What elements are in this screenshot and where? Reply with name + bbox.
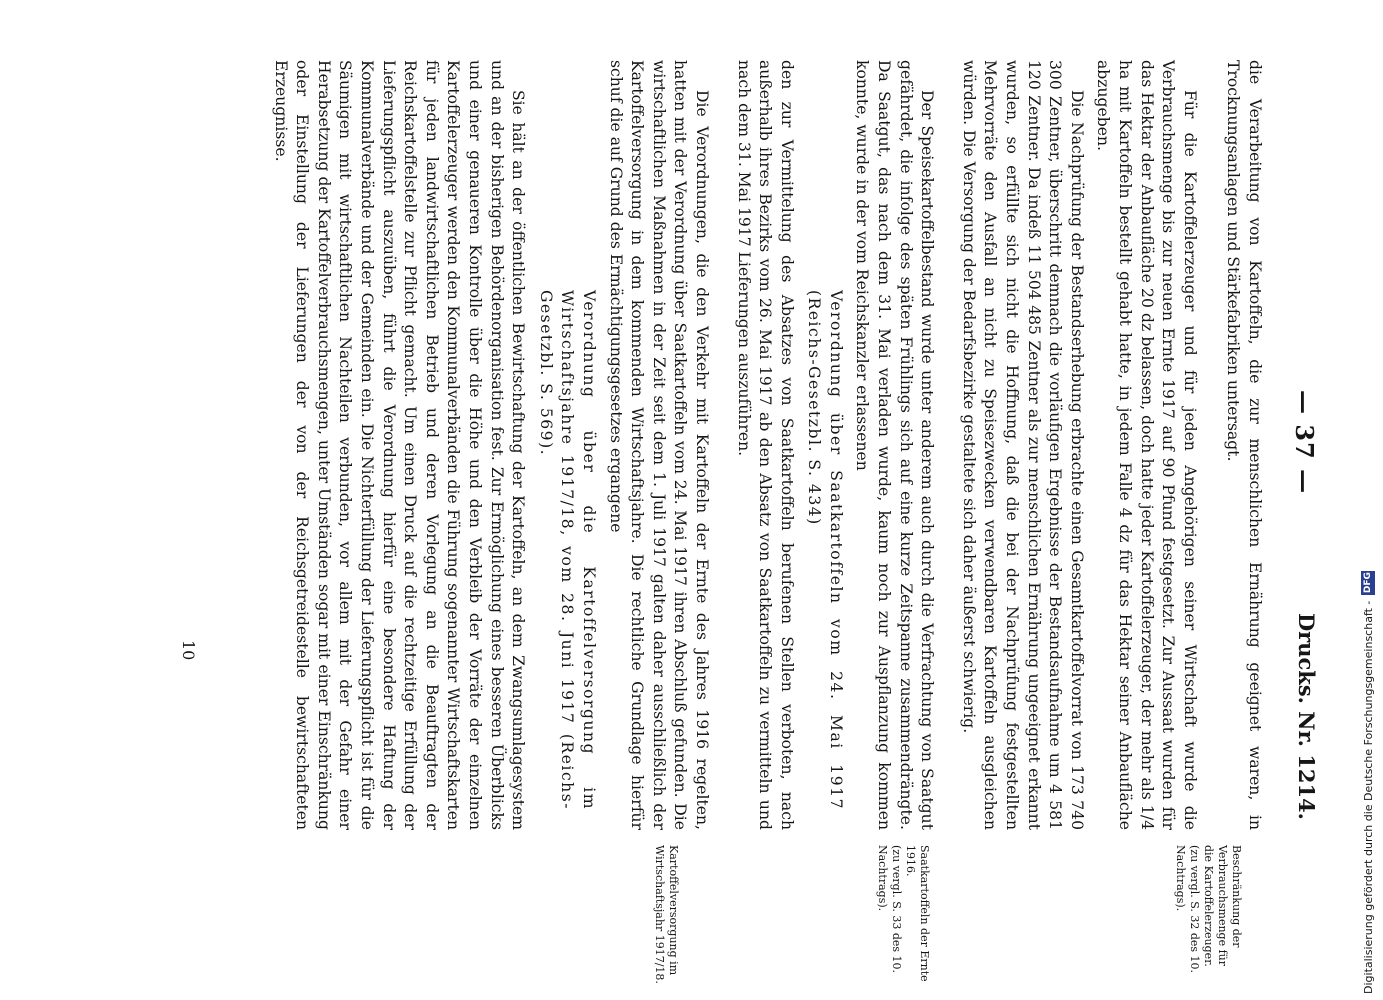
document-reference: Drucks. Nr. 1214. xyxy=(1294,612,1319,820)
paragraph: die Verarbeitung von Kartoffeln, die zur menschlichen Ernährung geeignet waren, in Trocknungsanlagen und Stärkefabriken untersagt. xyxy=(1224,60,1264,830)
margin-note-title: Saatkartoffeln der Ernte 1916. xyxy=(904,845,931,982)
margin-note xyxy=(875,845,931,985)
margin-note xyxy=(652,845,680,985)
digitization-credit xyxy=(1358,0,1378,1000)
page-number: — 37 — xyxy=(1290,390,1319,495)
paragraph: Für die Kartoffelerzeuger und für jeden Angehörigen seiner Wirtschaft wurde die Verbrauchsmenge bis zur neuen Ernte 1917 auf 90 Pfund festgesetzt. Zur Aussaat wurden für das Hektar der Anbaufläche 20 dz belassen, doch hatte jeder Kartoffelerzeuger, der mehr als 1/4 ha mit Kartoffeln bestellt gehabt hatte, in jedem Falle 4 dz für das Hektar seiner Anbaufläche abzugeben. xyxy=(1094,60,1199,830)
paragraph: Sie hält an der öffentlichen Bewirtschaftung der Kartoffeln, an dem Zwangsumlagesystem und an der bisherigen Behördenorganisation fest. Zur Ermöglichung eines besseren Überblicks und einer genaueren Kontrolle über die Höhe und den Verbleib der Vorräte der einzelnen Kartoffelerzeuger werden den Kommunalverbänden die Führung sogenannter Wirtschaftskarten für jeden landwirtschaftlichen Betrieb und deren Vorlegung an die Beauftragten der Reichskartoffelstelle zur Pflicht gemacht. Um einen Druck auf die rechtzeitige Erfüllung der Lieferungspflicht auszuüben, führt die Verordnung hierfür eine besondere Haftung der Kommunalverbände und der Gemeinden ein. Die Nichterfüllung der Lieferungspflicht ist für die Säumigen mit wirtschaftlichen Nachteilen verbunden, vor allem mit der Gefahr einer Herabsetzung der Kartoffelverbrauchsmengen, unter Umständen sogar mit einer Einschränkung oder Einstellung der Lieferungen der von der Reichsgetreidestelle bewirtschafteten Erzeugnisse. xyxy=(271,60,528,830)
ordinance-heading: Verordnung über Saatkartoffeln vom 24. Mai 1917 (Reichs-Gesetzbl. S. 434) xyxy=(805,290,845,810)
margin-note-title: Kartoffelversorgung im Wirtschaftsjahr 1917/18. xyxy=(653,845,680,984)
paragraph: Die Verordnungen, die den Verkehr mit Kartoffeln der Ernte des Jahres 1916 regelten, hatten mit der Verordnung über Saatkartoffeln vom 24. Mai 1917 ihren Abschluß gefunden. Die wirtschaftlichen Maßnahmen in der Zeit seit dem 1. Juli 1917 galten daher ausschließlich der Kartoffelversorgung in dem kommenden Wirtschaftsjahre. Die rechtliche Grundlage hierfür schuf die auf Grund des Ermächtigungsgesetzes ergangene xyxy=(606,60,711,830)
margin-note-reference: (zu vergl. S. 33 des 10. Nachtrags). xyxy=(876,845,903,974)
ordinance-heading: Verordnung über die Kartoffelversorgung im Wirtschaftsjahre 1917/18, vom 28. Juni 1917 (Reichs-Gesetzbl. S. 569). xyxy=(536,290,598,810)
page-header xyxy=(1279,60,1319,820)
dfg-logo: DFG xyxy=(1363,572,1373,594)
margin-note-title: Beschränkung der Verbrauchsmenge für die Kartoffelerzeuger. xyxy=(1202,845,1243,967)
paragraph: Der Speisekartoffelbestand wurde unter anderem auch durch die Verfrachtung von Saatgut gefährdet, die infolge des späten Frühlings sich auf eine kurze Zeitspanne zusammendrängte. Da Saatgut, das nach dem 31. Mai verladen wurde, kaum noch zur Auspflanzung kommen konnte, wurde in der vom Reichskanzler erlassenen xyxy=(853,60,937,830)
page-foot-number: 10 xyxy=(179,640,198,661)
margin-note-reference: (zu vergl. S. 32 des 10. Nachtrags). xyxy=(1174,845,1201,974)
digitization-text: Digitalisierung gefördert durch die Deutsche Forschungsgemeinschaft - xyxy=(1361,600,1375,994)
main-text xyxy=(264,60,1265,830)
margin-note xyxy=(1173,845,1243,985)
paragraph: den zur Vermittelung des Absatzes von Saatkartoffeln berufenen Stellen verboten, nach außerhalb ihres Bezirks vom 26. Mai 1917 ab den Absatz von Saatkartoffeln zu vermitteln und nach dem 31. Mai 1917 Lieferungen auszuführen. xyxy=(734,60,796,830)
paragraph: Die Nachprüfung der Bestandserhebung erbrachte einen Gesamtkartoffelvorrat von 173 740 300 Zentner, überschritt demnach die vorläufigen Ergebnisse der Bestandsaufnahme um 4 581 120 Zentner. Da indeß 11 504 485 Zentner als zur menschlichen Ernährung ungeeignet erkannt wurden, so erfüllte sich nicht die Hoffnung, daß die bei der Nachprüfung festgestellten Mehrvorräte den Ausfall an nicht zu Speisezwecken verwendbaren Kartoffeln ausgleichen würden. Die Versorgung der Bedarfsbezirke gestaltete sich daher äußerst schwierig. xyxy=(959,60,1086,830)
